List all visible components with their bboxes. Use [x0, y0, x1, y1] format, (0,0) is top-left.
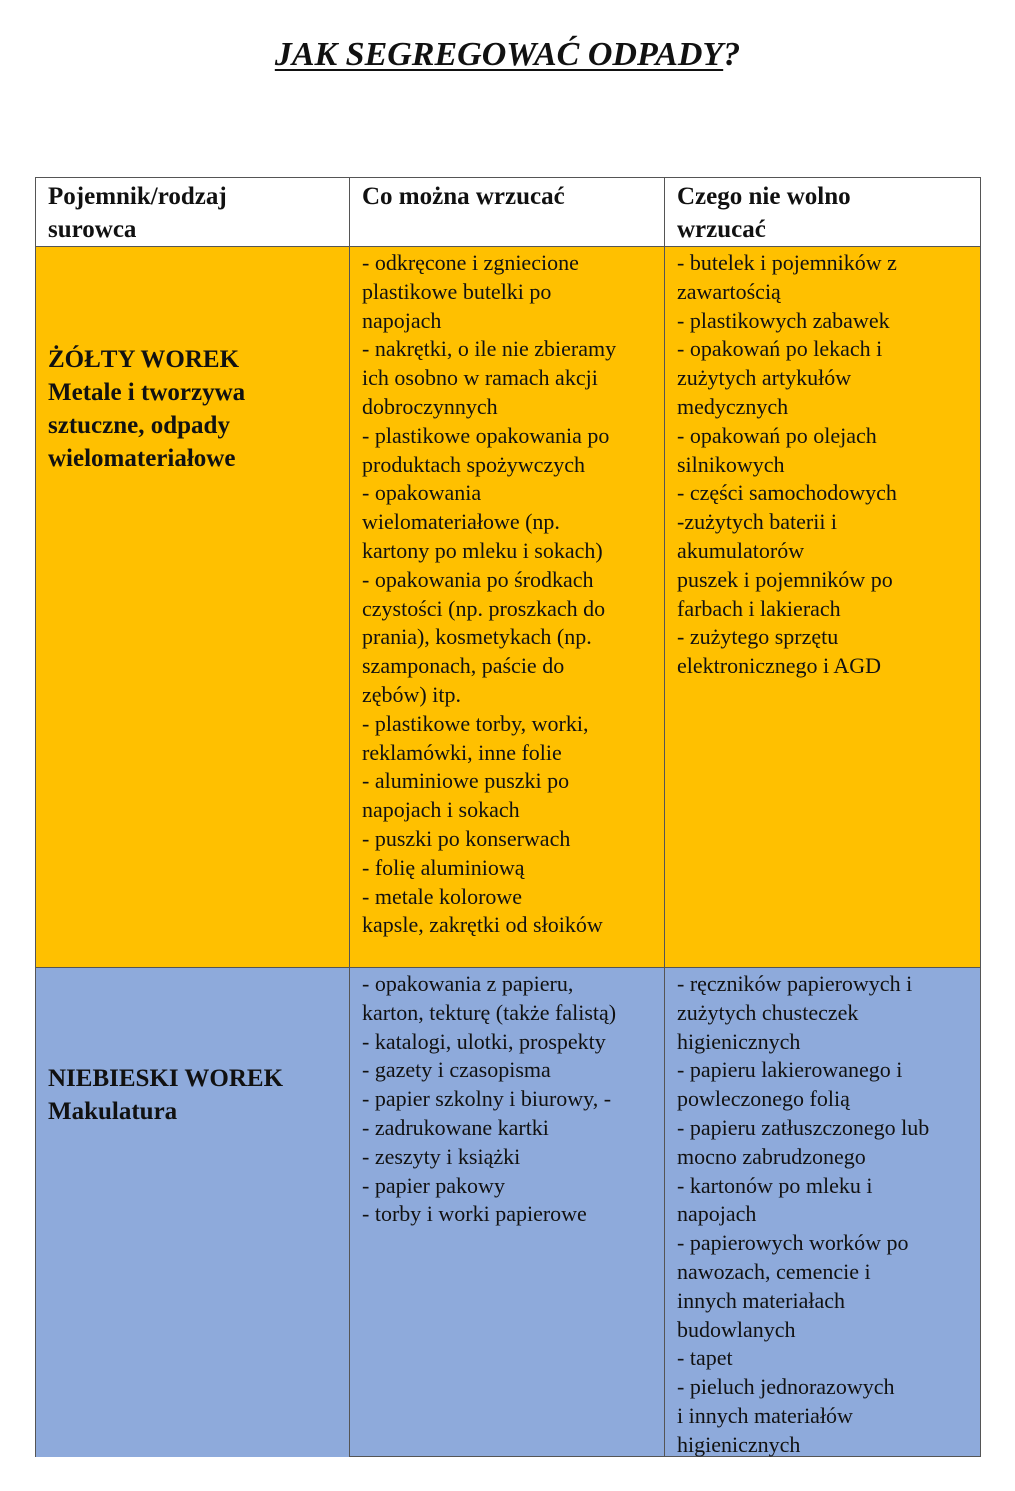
forbidden-item: - kartonów po mleku i — [677, 1172, 873, 1198]
header-text-line: wrzucać — [677, 216, 766, 243]
allowed-item: - papier pakowy — [362, 1172, 505, 1198]
category-line: Makulatura — [48, 1098, 178, 1125]
allowed-item: czystości (np. proszkach do — [362, 595, 606, 621]
allowed-item: - folię aluminiową — [362, 854, 525, 880]
header-text-line: Czego nie wolno — [677, 183, 851, 210]
allowed-item: - gazety i czasopisma — [362, 1057, 551, 1083]
forbidden-item: - części samochodowych — [677, 480, 897, 506]
forbidden-item: higienicznych — [677, 1431, 801, 1457]
allowed-item: - opakowania z papieru, — [362, 971, 574, 996]
page-title-text: JAK SEGREGOWAĆ ODPADY — [274, 36, 724, 73]
allowed-item: - odkręcone i zgniecione — [362, 250, 579, 275]
category-line: ŻÓŁTY WOREK — [48, 346, 240, 373]
allowed-item: - zadrukowane kartki — [362, 1114, 549, 1140]
allowed-item: produktach spożywczych — [362, 451, 585, 477]
category-line: sztuczne, odpady — [48, 412, 230, 439]
header-cell-allowed — [350, 177, 665, 247]
forbidden-item: - opakowań po lekach i — [677, 336, 883, 362]
forbidden-item: silnikowych — [677, 451, 785, 477]
allowed-item: wielomateriałowe (np. — [362, 509, 560, 535]
allowed-item: kapsle, zakrętki od słoików — [362, 912, 603, 938]
forbidden-item: -zużytych baterii i — [677, 509, 838, 535]
header-text-line: Co można wrzucać — [362, 183, 565, 210]
header-cell-forbidden — [665, 177, 981, 247]
blue-bag-category-cell — [35, 967, 350, 1457]
allowed-item: dobroczynnych — [362, 393, 498, 419]
yellow-bag-category-cell — [35, 247, 350, 967]
forbidden-item: farbach i lakierach — [677, 595, 841, 621]
allowed-item: napojach — [362, 307, 442, 333]
allowed-item: - opakowania po środkach — [362, 566, 594, 592]
allowed-item: szamponach, paście do — [362, 653, 565, 679]
allowed-item: - torby i worki papierowe — [362, 1201, 587, 1227]
forbidden-item: napojach — [677, 1201, 757, 1227]
allowed-item: - papier szkolny i biurowy, - — [362, 1086, 612, 1112]
forbidden-item: - ręczników papierowych i — [677, 971, 913, 996]
page-title-question-mark: ? — [723, 36, 741, 73]
forbidden-item: - butelek i pojemników z — [677, 250, 897, 275]
allowed-item: ich osobno w ramach akcji — [362, 365, 598, 391]
header-cell-container-type — [35, 177, 350, 247]
forbidden-item: - opakowań po olejach — [677, 422, 877, 448]
forbidden-item: - papieru lakierowanego i — [677, 1057, 903, 1083]
allowed-item: - metale kolorowe — [362, 883, 523, 909]
allowed-item: prania), kosmetykach (np. — [362, 624, 592, 650]
allowed-item: - aluminiowe puszki po — [362, 768, 570, 794]
header-text-line: Pojemnik/rodzaj — [48, 183, 227, 210]
allowed-item: - zeszyty i książki — [362, 1143, 521, 1169]
forbidden-item: innych materiałach — [677, 1287, 845, 1313]
allowed-item: reklamówki, inne folie — [362, 739, 562, 765]
forbidden-item: zużytych chusteczek — [677, 999, 859, 1025]
allowed-item: kartony po mleku i sokach) — [362, 537, 603, 563]
allowed-item: - nakrętki, o ile nie zbieramy — [362, 336, 617, 362]
forbidden-item: medycznych — [677, 393, 789, 419]
category-line: NIEBIESKI WOREK — [48, 1065, 284, 1092]
page-title — [0, 34, 1015, 76]
forbidden-item: - plastikowych zabawek — [677, 307, 890, 333]
forbidden-item: i innych materiałów — [677, 1402, 853, 1428]
forbidden-item: powleczonego folią — [677, 1086, 850, 1112]
category-line: Metale i tworzywa — [48, 379, 246, 406]
forbidden-item: akumulatorów — [677, 537, 805, 563]
category-line: wielomateriałowe — [48, 445, 236, 472]
header-text-line: surowca — [48, 216, 137, 243]
waste-segregation-table — [35, 177, 981, 1457]
allowed-item: - katalogi, ulotki, prospekty — [362, 1028, 606, 1054]
forbidden-item: elektronicznego i AGD — [677, 653, 882, 679]
allowed-item: - plastikowe torby, worki, — [362, 710, 589, 736]
yellow-bag-forbidden-cell — [665, 247, 981, 967]
allowed-item: - plastikowe opakowania po — [362, 422, 610, 448]
forbidden-item: zawartością — [677, 278, 781, 304]
forbidden-item: - tapet — [677, 1345, 733, 1371]
forbidden-item: puszek i pojemników po — [677, 566, 893, 592]
forbidden-item: - papieru zatłuszczonego lub — [677, 1114, 930, 1140]
forbidden-item: higienicznych — [677, 1028, 801, 1054]
forbidden-item: zużytych artykułów — [677, 365, 852, 391]
forbidden-item: budowlanych — [677, 1316, 796, 1342]
forbidden-item: - papierowych worków po — [677, 1230, 909, 1256]
allowed-item: plastikowe butelki po — [362, 278, 552, 304]
forbidden-item: - zużytego sprzętu — [677, 624, 839, 650]
forbidden-item: nawozach, cemencie i — [677, 1258, 871, 1284]
allowed-item: karton, tekturę (także falistą) — [362, 999, 617, 1025]
forbidden-item: mocno zabrudzonego — [677, 1143, 866, 1169]
allowed-item: - puszki po konserwach — [362, 825, 571, 851]
allowed-item: - opakowania — [362, 480, 482, 506]
blue-bag-allowed-cell — [350, 967, 665, 1457]
allowed-item: napojach i sokach — [362, 797, 520, 823]
blue-bag-forbidden-cell — [665, 967, 981, 1457]
forbidden-item: - pieluch jednorazowych — [677, 1374, 895, 1400]
allowed-item: zębów) itp. — [362, 681, 461, 707]
yellow-bag-allowed-cell — [350, 247, 665, 967]
